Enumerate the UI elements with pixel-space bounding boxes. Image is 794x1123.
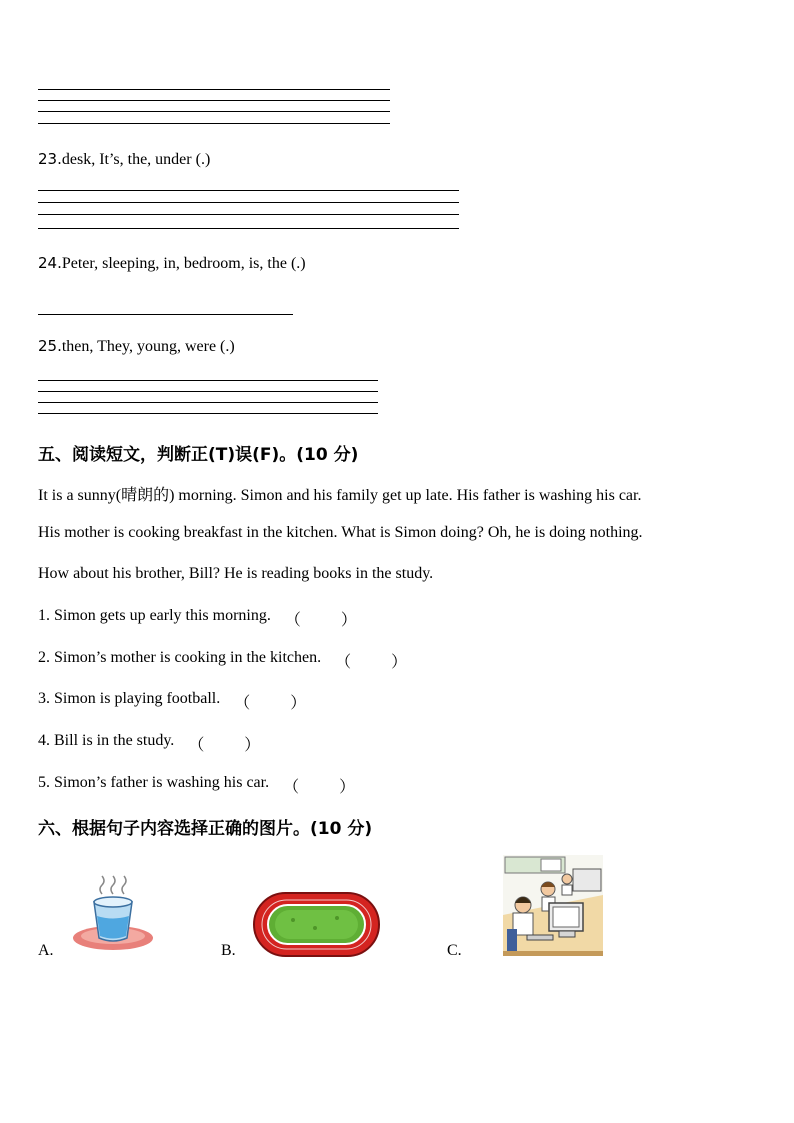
tf-item-text: 3. Simon is playing football. <box>38 690 221 707</box>
answer-blank[interactable]: （ ） <box>234 695 307 712</box>
question-text: then, They, young, were (.) <box>61 338 235 355</box>
answer-blank[interactable]: （ ） <box>335 654 408 671</box>
question-24 <box>38 254 306 273</box>
section-6-title: 六、根据句子内容选择正确的图片。(10 分) <box>38 819 373 839</box>
tf-item-text: 1. Simon gets up early this morning. <box>38 607 271 624</box>
tf-item-text: 5. Simon’s father is washing his car. <box>38 774 270 791</box>
question-number: 24. <box>38 254 62 272</box>
question-number: 25. <box>38 337 62 355</box>
option-c-label: C. <box>447 942 462 959</box>
glass-of-hot-water-icon <box>72 872 154 952</box>
answer-line <box>38 214 459 215</box>
tf-item <box>38 732 261 754</box>
tf-item-text: 2. Simon’s mother is cooking in the kitchen. <box>38 649 322 666</box>
answer-blank[interactable]: （ ） <box>284 612 357 629</box>
answer-line <box>38 413 378 414</box>
question-number: 23. <box>38 150 62 168</box>
tf-item <box>38 774 356 796</box>
answer-line <box>38 111 390 112</box>
answer-line <box>38 190 459 191</box>
answer-blank[interactable]: （ ） <box>283 779 356 796</box>
tf-item <box>38 690 307 712</box>
computer-room-students-icon <box>503 855 603 956</box>
tf-item <box>38 649 408 671</box>
answer-line <box>38 391 378 392</box>
question-23 <box>38 150 210 169</box>
question-text: Peter, sleeping, in, bedroom, is, the (.) <box>61 255 306 272</box>
section-5-title: 五、阅读短文，判断正(T)误(F)。(10 分) <box>38 445 359 465</box>
answer-line <box>38 123 390 124</box>
question-text: desk, It’s, the, under (.) <box>61 151 211 168</box>
passage-line: How about his brother, Bill? He is reading books in the study. <box>38 565 434 582</box>
passage-line: It is a sunny(晴朗的) morning. Simon and his family get up late. His father is washing his car. <box>38 487 642 504</box>
answer-line <box>38 89 390 90</box>
answer-line <box>38 100 390 101</box>
tf-item-text: 4. Bill is in the study. <box>38 732 175 749</box>
option-b-label: B. <box>221 942 236 959</box>
question-25 <box>38 337 235 356</box>
answer-blank[interactable]: （ ） <box>188 737 261 754</box>
running-track-field-icon <box>253 892 380 957</box>
tf-item <box>38 607 357 629</box>
answer-line <box>38 202 459 203</box>
answer-line <box>38 228 459 229</box>
passage-line: His mother is cooking breakfast in the kitchen. What is Simon doing? Oh, he is doing nothing. <box>38 524 643 541</box>
answer-line <box>38 402 378 403</box>
option-a-label: A. <box>38 942 54 959</box>
answer-line <box>38 380 378 381</box>
answer-line <box>38 314 293 315</box>
